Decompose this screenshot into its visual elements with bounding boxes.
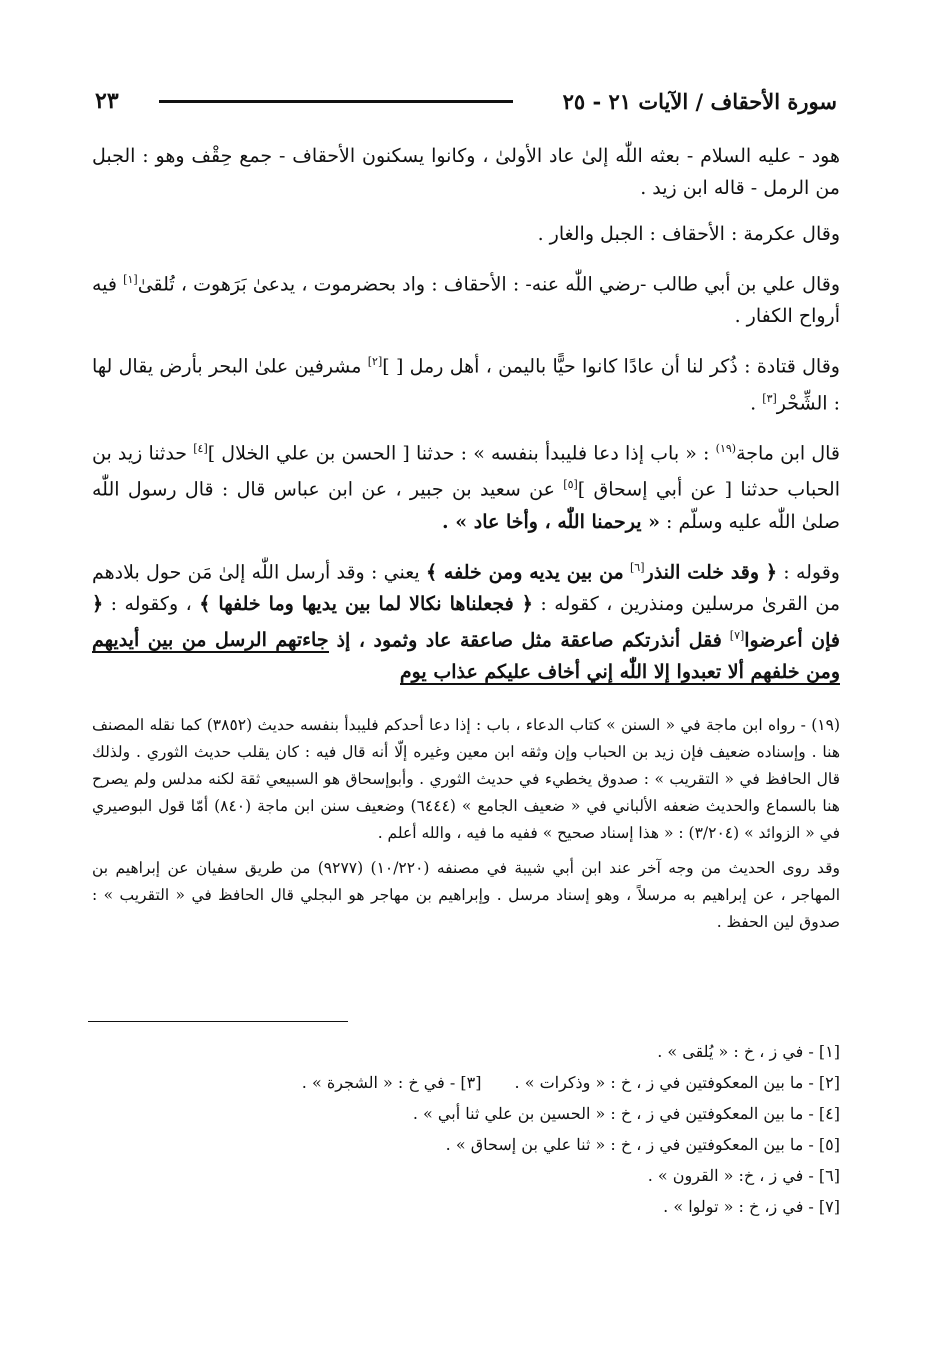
footnote-ref-2: [٢] (367, 355, 383, 369)
footnote-item-pair (92, 1067, 840, 1098)
header-rule (159, 100, 513, 103)
verse-explanation: يعني : وقد أرسل اللّٰه إلىٰ مَن حول بلادهم من القرىٰ مرسلين ومنذرين ، كقوله : (92, 560, 840, 615)
paragraph-ibn-majah-text-a: قال ابن ماجة (736, 442, 840, 465)
paragraph-ibn-majah-text-c: حدثنا زيد بن الحباب حدثنا [ عن أبي إسحاق ] (92, 442, 841, 501)
paragraph-hud (92, 140, 840, 204)
footnote-ref-3: [٣] (762, 391, 777, 405)
quran-verse-1a: ﴿ وقد خلت النذر (644, 560, 778, 583)
hadith-quote: « يرحمنا اللّٰه ، وأخا عاد » . (442, 510, 660, 533)
quran-verse-1b: من بين يديه ومن خلفه ﴾ (425, 560, 624, 583)
verse-connector: ، وكقوله : (110, 592, 192, 615)
takhrij-paragraph-2: وقد روى الحديث من وجه آخر عند ابن أبي شيبة في مصنفه (١٠/٢٢٠) (٩٢٧٧) من طريق سفيان عن إبراهيم بن المهاجر ، عن إبراهيم به مرسلاً ، وهو إسناد مرسل . وإبراهيم بن مهاجر هو البجلي قال الحافظ في « التقريب » : صدوق لين الحفظ . (92, 859, 840, 931)
footnote-item: [١] - في ز ، خ : « يُلقى » . (657, 1042, 840, 1061)
paragraph-ali (92, 264, 840, 332)
paragraph-ikrima (92, 218, 840, 250)
quran-verse-3b: فقل أنذرتكم صاعقة مثل صاعقة عاد وثمود ، إذ (336, 629, 722, 652)
paragraph-ibn-majah-text-b: : « باب إذا دعا فليبدأ بنفسه » : حدثنا [ الحسن بن علي الخلال ] (207, 442, 710, 465)
page-number: ٢٣ (95, 88, 119, 114)
paragraph-ikrima-text: وقال عكرمة : الأحقاف : الجبل والغار . (537, 223, 840, 245)
running-title: سورة الأحقاف / الآيات ٢١ - ٢٥ (562, 88, 837, 114)
footnote-item: [٤] - ما بين المعكوفتين في ز ، خ : « الحسين بن علي ثنا أبي » . (412, 1104, 840, 1123)
quran-verse-2: ﴿ فجعلناها نكالا لما بين يديها وما خلفها ﴾ (199, 592, 533, 615)
footnote-ref-6: [٦] (630, 560, 645, 574)
footnote-ref-5: [٥] (563, 478, 578, 492)
hadith-ref-19: (١٩) (715, 441, 737, 455)
paragraph-ibn-majah (92, 433, 840, 538)
takhrij-paragraph-1: (١٩) - رواه ابن ماجة في « السنن » كتاب الدعاء ، باب : إذا دعا أحدكم فليبدأ بنفسه حديث (٣٨٥٢) كما نقله المصنف هنا . وإسناده ضعيف فإن زيد بن الحباب وإن وثقه ابن معين وغيره إلّا أنه قال فيه : كان يقلب حديث الثوري . ولذلك قال الحافظ في « التقريب » : صدوق يخطيء في حديث الثوري . وأبوإسحاق هو السبيعي ثقة لكنه مدلس ولم يصرح هنا بالسماع والحديث ضعفه الألباني في « ضعيف الجامع » (٦٤٤٤) وضعيف سنن ابن ماجة (٨٤٠) أمّا قول البوصيري في « الزوائد » (٣/٢٠٤) : « هذا إسناد صحيح » ففيه ما فيه ، والله أعلم . (92, 716, 840, 842)
paragraph-ibn-majah-text-d: عن سعيد بن جبير ، عن ابن عباس قال : قال رسول اللّٰه صلىٰ اللّٰه عليه وسلّم : (92, 478, 840, 533)
page-header (95, 84, 837, 118)
footnote-separator (88, 1021, 348, 1022)
footnote-item: [٦] - في ز ، خ: « القرون » . (647, 1166, 840, 1185)
footnote-ref-7: [٧] (729, 628, 745, 642)
paragraph-qatada (92, 346, 840, 419)
footnote-item: [٧] - في ز، خ : « تولوا » . (663, 1197, 840, 1216)
footnote-item: [٢] - ما بين المعكوفتين في ز ، خ : « وذكرات » . (514, 1073, 840, 1092)
footnote-item: [٣] - في خ : « الشجرة » . (301, 1073, 482, 1092)
paragraph-qatada-text-a: وقال قتادة : ذُكر لنا أن عادًا كانوا حيًّا باليمن ، أهل رمل [ ] (382, 355, 840, 378)
paragraph-qatada-text-c: . (750, 391, 757, 414)
footnote-item: [٥] - ما بين المعكوفتين في ز ، خ : « ثنا علي بن إسحاق » . (445, 1135, 840, 1154)
paragraph-ali-text-a: وقال علي بن أبي طالب -رضي اللّٰه عنه- : الأحقاف : واد بحضرموت ، يدعىٰ بَرَهوت ، تُلقىٰ (137, 273, 840, 296)
paragraph-qatada-text-b: مشرفين علىٰ البحر بأرض يقال لها : الشِّحْر (92, 355, 840, 414)
quran-verse-3a: ﴿ فإن أعرضوا (92, 592, 840, 652)
footnotes-list (92, 1036, 840, 1222)
hadith-takhrij-note (92, 712, 840, 936)
paragraph-verse-commentary (92, 552, 840, 689)
paragraph-ali-text-b: فيه أرواح الكفار . (92, 273, 840, 328)
paragraph-hud-text: هود - عليه السلام - بعثه اللّٰه إلىٰ عاد الأولىٰ ، وكانوا يسكنون الأحقاف - جمع حِقْف وهو : الجبل من الرمل - قاله ابن زيد . (92, 145, 840, 199)
footnote-ref-4: [٤] (193, 441, 208, 455)
verse-lead: وقوله : (783, 560, 840, 583)
quran-verse-4: جاءتهم الرسل من بين أيديهم ومن خلفهم ألا تعبدوا إلا اللّٰه إني أخاف عليكم عذاب يوم (92, 629, 840, 684)
footnote-ref-1: [١] (123, 273, 138, 286)
main-text (92, 140, 840, 702)
